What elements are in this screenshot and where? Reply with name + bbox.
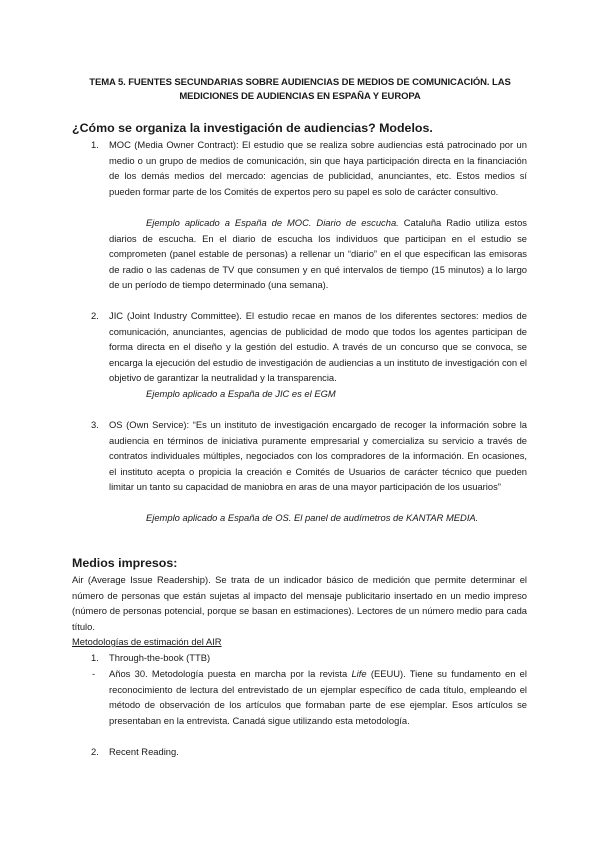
- method-ttb-description: [109, 666, 527, 728]
- model-os-example: [146, 510, 527, 526]
- model-jic-paragraph: JIC (Joint Industry Committee). El estudio recae en manos de los diferentes sectores: medios de comunicación, anunciantes, agencias de publicidad de modo que todos los agentes participan de forma directa en el diseño y la gestión del estudio. A través de un concurso que se convoca, se encarga la ejecución del estudio de investigación de audiencias a un instituto de investigación con el objetivo de garantizar la neutralidad y la transparencia.: [109, 310, 527, 384]
- list-number: 2.: [91, 746, 99, 757]
- example-italic: Ejemplo aplicado a España de MOC. Diario de escucha.: [146, 217, 399, 228]
- model-moc-example: [109, 215, 527, 293]
- title-line-1: TEMA 5. FUENTES SECUNDARIAS SOBRE AUDIENCIAS DE MEDIOS DE COMUNICACIÓN. LAS: [89, 77, 511, 88]
- example-italic: Ejemplo aplicado a España de JIC es el EGM: [146, 388, 336, 399]
- title-line-2: MEDICIONES DE AUDIENCIAS EN ESPAÑA Y EUROPA: [179, 91, 421, 102]
- list-number: 2.: [91, 310, 99, 321]
- section-heading-print-media: Medios impresos:: [72, 556, 178, 570]
- magazine-title: Life: [351, 668, 367, 679]
- model-moc-paragraph: MOC (Media Owner Contract): El estudio que se realiza sobre audiencias está patrocinado por un medio o un grupo de medios de comunicación, sin que haya participación directa en la financiación de los demás medios del mercado: agencias de publicidad, anunciantes, etc. Estos medios sí pueden formar parte de los Comités de expertos pero su papel es solo de carácter consultivo.: [109, 139, 527, 197]
- method-ttb: Through-the-book (TTB): [109, 652, 211, 663]
- list-number: 1.: [91, 139, 99, 150]
- air-methods-subheading: Metodologías de estimación del AIR: [72, 636, 222, 647]
- list-number: 3.: [91, 419, 99, 430]
- section-heading-models: ¿Cómo se organiza la investigación de audiencias? Modelos.: [72, 121, 433, 135]
- list-number: 1.: [91, 652, 99, 663]
- description-text: (EEUU). Tiene su fundamento en el reconocimiento de lectura del entrevistado de un ejemplar específico de cada título, empleando el método de observación de los artículos que formaban parte de ese ejemplar. Esos artículos se presentaban en la entrevista. Canadá sigue utilizando esta metodología.: [109, 668, 527, 726]
- example-italic: Ejemplo aplicado a España de OS. El panel de audímetros de KANTAR MEDIA.: [146, 512, 479, 523]
- air-paragraph: Air (Average Issue Readership). Se trata de un indicador básico de medición que permite determinar el número de personas que están sujetas al impacto del mensaje publicitario insertado en un medio impreso (número de personas potencial, porque se basan en estimaciones). Lectores de un número medio para cada título.: [72, 574, 527, 632]
- model-jic-example: [146, 386, 527, 402]
- description-text: Años 30. Metodología puesta en marcha por la revista: [109, 668, 352, 679]
- document-title: [70, 76, 530, 104]
- example-text: Cataluña Radio utiliza estos diarios de escucha. En el diario de escucha los individuos que participan en el estudio se comprometen (panel estable de personas) a rellenar un “diario” en el que especifican las emisoras de radio o las cadenas de TV que consumen y en qué intervalos de tiempo (15 minutos) a lo largo de un período de tiempo determinado (una semana).: [109, 217, 527, 291]
- method-recent-reading: Recent Reading.: [109, 746, 179, 757]
- model-os-paragraph: OS (Own Service): “Es un instituto de investigación encargado de recoger la información sobre la audiencia en términos de iniciativa puramente empresarial y comercializa su servicio a través de contratos individuales múltiples, negociados con los compradores de la información. En ocasiones, el instituto acepta o propicia la creación e Comités de Usuarios de carácter técnico que pueden limitar un tanto su capacidad de maniobra en aras de una mayor participación de los usuarios”: [109, 419, 527, 493]
- list-dash: -: [92, 668, 96, 679]
